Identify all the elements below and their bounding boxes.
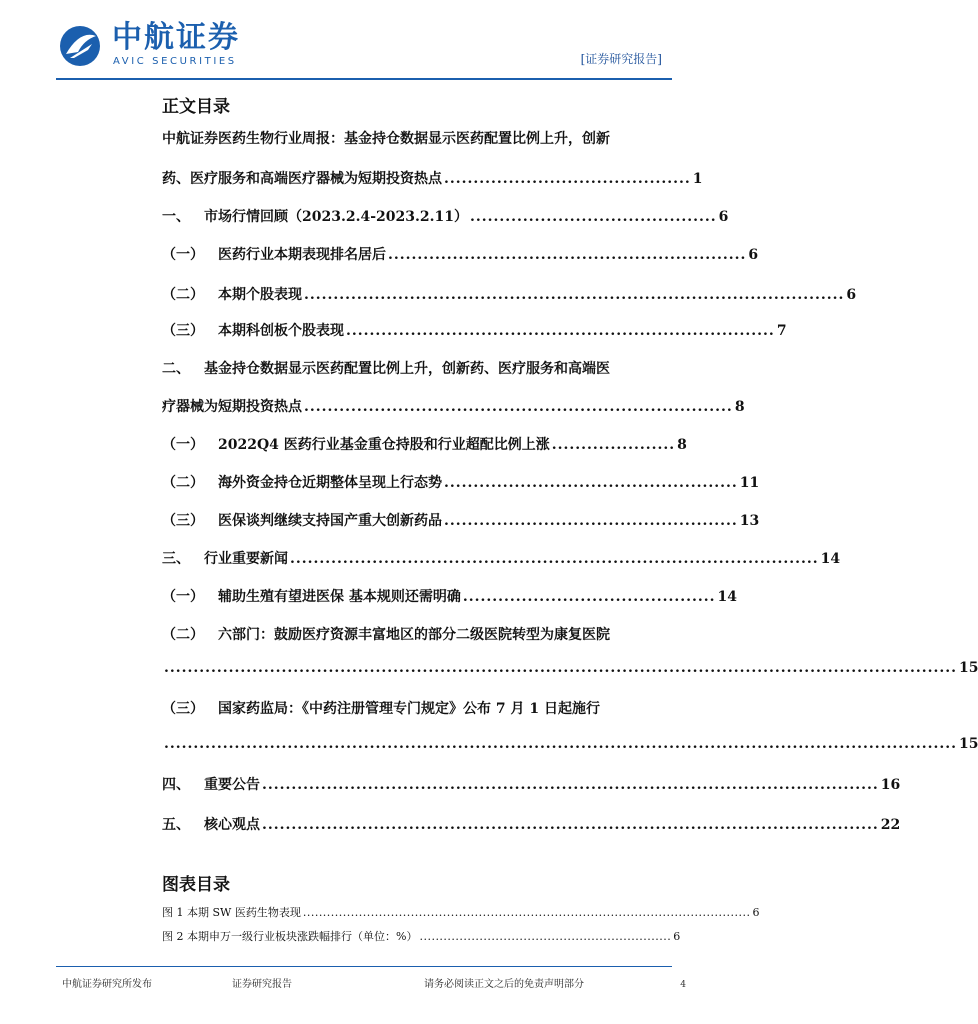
toc-entry-page: 14 xyxy=(820,551,841,567)
toc-entry[interactable] xyxy=(162,396,745,416)
toc-entry-leader-dots: ....................................................................................................................................... xyxy=(164,660,957,676)
toc-entry-number: （三） xyxy=(162,323,204,339)
toc-entry-text: 重要公告 xyxy=(204,777,260,793)
toc-entry-leader-dots: ......................................................................... xyxy=(304,399,733,415)
toc-entry-number: （三） xyxy=(162,701,204,717)
toc-entry-text: 六部门：鼓励医疗资源丰富地区的部分二级医院转型为康复医院 xyxy=(218,627,610,643)
toc-entry-text: 医药行业本期表现排名居后 xyxy=(218,247,386,263)
toc-title: 正文目录 xyxy=(162,97,230,117)
toc-entry-leader-dots: ......................................................................................................... xyxy=(262,777,879,793)
toc-entry-leader-dots: ............................................................. xyxy=(388,247,747,263)
toc-entry[interactable] xyxy=(162,624,630,644)
toc-entry-text: 2022Q4 医药行业基金重仓持股和行业超配比例上涨 xyxy=(218,437,550,453)
footer-disclaimer: 请务必阅读正文之后的免责声明部分 xyxy=(424,979,584,990)
page-number: 4 xyxy=(680,980,686,990)
toc-entry-text: 核心观点 xyxy=(204,817,260,833)
header-divider xyxy=(56,78,672,80)
toc-entry[interactable] xyxy=(162,284,857,304)
figure-entry-page: 6 xyxy=(752,906,760,919)
toc-entry-leader-dots: ....................................................................................................................................... xyxy=(164,736,957,752)
toc-entry[interactable] xyxy=(162,472,760,492)
toc-entry[interactable] xyxy=(162,244,759,264)
toc-entry-number: （二） xyxy=(162,475,204,491)
toc-entry[interactable] xyxy=(162,814,901,834)
toc-entry-text: 医保谈判继续支持国产重大创新药品 xyxy=(218,513,442,529)
figure-list-title: 图表目录 xyxy=(162,875,230,895)
toc-entry-text: 本期科创板个股表现 xyxy=(218,323,344,339)
figure-entry-leader-dots: ............................................................... xyxy=(419,930,672,943)
toc-entry-number: 三、 xyxy=(162,551,190,567)
figure-entry-text: 图 2 本期申万一级行业板块涨跌幅排行（单位：%） xyxy=(162,930,418,943)
toc-entry-leader-dots: .......................................................................................... xyxy=(290,551,819,567)
toc-entry[interactable] xyxy=(162,698,630,718)
toc-entry-leader-dots: .......................................... xyxy=(444,171,691,187)
toc-entry-number: 四、 xyxy=(162,777,190,793)
toc-entry-number: （二） xyxy=(162,287,204,303)
toc-entry-text: 辅助生殖有望进医保 基本规则还需明确 xyxy=(218,589,461,605)
toc-entry-page: 1 xyxy=(692,171,703,187)
toc-entry-leader-dots: .......................................... xyxy=(469,209,717,225)
toc-entry-page: 16 xyxy=(880,777,901,793)
toc-entry[interactable] xyxy=(162,434,687,454)
figure-entry-page: 6 xyxy=(673,930,681,943)
toc-entry[interactable] xyxy=(162,774,901,794)
toc-entry[interactable] xyxy=(162,358,630,378)
toc-entry-text: 行业重要新闻 xyxy=(204,551,288,567)
page-header xyxy=(0,0,724,80)
toc-entry-leader-dots: .................................................. xyxy=(444,513,738,529)
toc-entry-page: 11 xyxy=(739,475,760,491)
toc-entry-page: 22 xyxy=(880,817,901,833)
figure-entry-text: 图 1 本期 SW 医药生物表现 xyxy=(162,906,301,919)
toc-entry-number: 一、 xyxy=(162,209,190,225)
toc-entry-page: 6 xyxy=(846,287,857,303)
toc-entry-page: 7 xyxy=(776,323,787,339)
avic-logo-icon xyxy=(58,24,102,68)
toc-entry-page: 6 xyxy=(748,247,759,263)
toc-entry[interactable] xyxy=(162,586,737,606)
toc-entry-number: （三） xyxy=(162,513,204,529)
toc-entry-text: 国家药监局：《中药注册管理专门规定》公布 7 月 1 日起施行 xyxy=(218,701,600,717)
toc-entry-number: 五、 xyxy=(162,817,190,833)
toc-entry-text: 疗器械为短期投资热点 xyxy=(162,399,302,415)
toc-entry-leader-dots: ......................................................................... xyxy=(346,323,775,339)
toc-entry-page: 6 xyxy=(718,209,729,225)
toc-entry-page: 14 xyxy=(717,589,737,605)
toc-entry-page: 15 xyxy=(959,660,978,676)
figure-entry-leader-dots: ................................................................................................................ xyxy=(302,906,751,919)
toc-entry-leader-dots: .................................................. xyxy=(444,475,738,491)
toc-entry-leader-dots: ......................................................................................................... xyxy=(262,817,879,833)
toc-entry[interactable] xyxy=(162,510,760,530)
footer-report-type: 证券研究报告 xyxy=(232,979,292,990)
toc-entry[interactable] xyxy=(162,168,703,188)
toc-entry-leader-dots: ............................................................................................ xyxy=(304,287,845,303)
report-type-tag: [证券研究报告] xyxy=(580,52,662,66)
toc-entry-text: 中航证券医药生物行业周报：基金持仓数据显示医药配置比例上升，创新 xyxy=(162,131,610,147)
toc-entry-page: 13 xyxy=(739,513,760,529)
toc-entry-number: 二、 xyxy=(162,361,190,377)
toc-entry-page: 8 xyxy=(677,437,687,453)
toc-entry[interactable] xyxy=(162,660,978,680)
toc-entry[interactable] xyxy=(162,320,787,340)
toc-entry[interactable] xyxy=(162,128,630,148)
toc-entry-text: 药、医疗服务和高端医疗器械为短期投资热点 xyxy=(162,171,442,187)
toc-entry-page: 15 xyxy=(959,736,978,752)
toc-entry[interactable] xyxy=(162,206,729,226)
footer-divider xyxy=(56,966,672,967)
toc-entry-text: 市场行情回顾（2023.2.4-2023.2.11） xyxy=(204,209,468,225)
toc-entry-number: （二） xyxy=(162,627,204,643)
toc-entry-leader-dots: ..................... xyxy=(551,437,676,453)
toc-entry-leader-dots: ........................................... xyxy=(462,589,716,605)
toc-entry-text: 基金持仓数据显示医药配置比例上升，创新药、医疗服务和高端医 xyxy=(204,361,610,377)
figure-entry[interactable] xyxy=(162,928,681,944)
footer-publisher: 中航证券研究所发布 xyxy=(62,979,152,990)
figure-entry[interactable] xyxy=(162,904,760,920)
toc-entry-text: 海外资金持仓近期整体呈现上行态势 xyxy=(218,475,442,491)
toc-entry-number: （一） xyxy=(162,589,204,605)
logo-chinese-name: 中航证券 xyxy=(112,20,240,55)
toc-entry[interactable] xyxy=(162,736,978,756)
toc-entry-number: （一） xyxy=(162,247,204,263)
toc-entry-page: 8 xyxy=(734,399,745,415)
toc-entry-text: 本期个股表现 xyxy=(218,287,302,303)
toc-entry-number: （一） xyxy=(162,437,204,453)
logo-english-name: AVIC SECURITIES xyxy=(113,56,237,67)
toc-entry[interactable] xyxy=(162,548,841,568)
